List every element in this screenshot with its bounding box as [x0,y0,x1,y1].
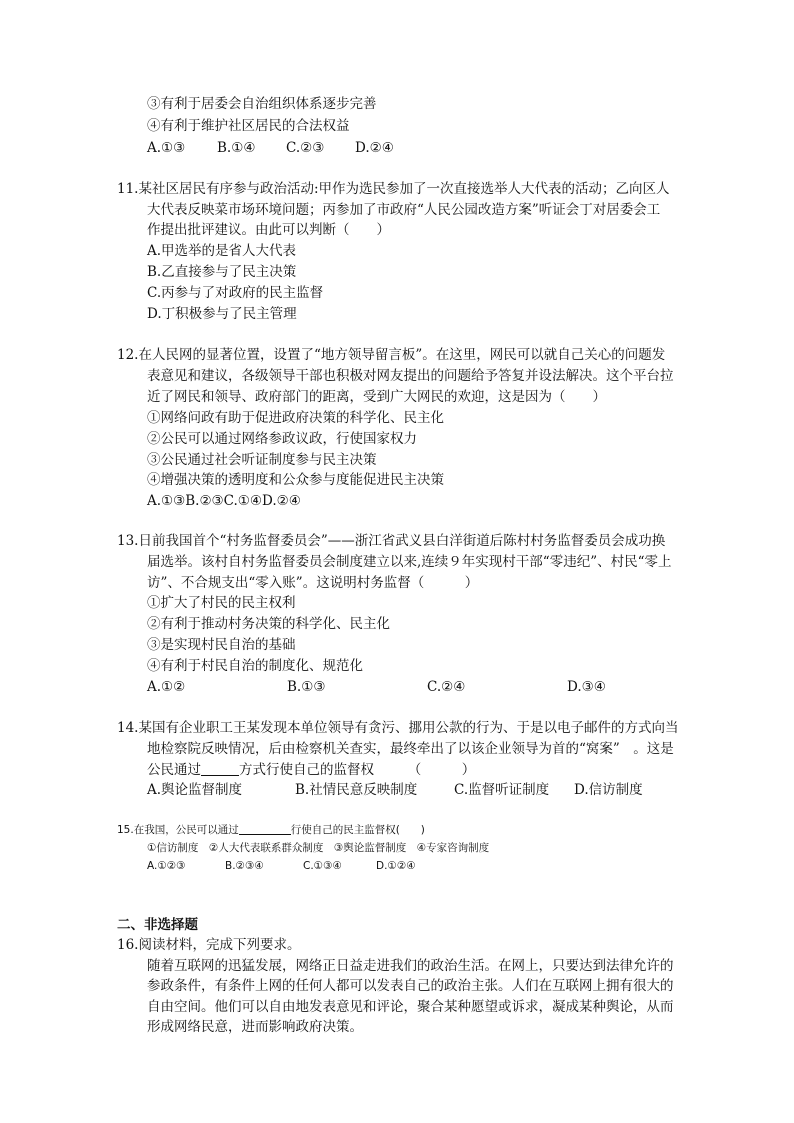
prev-option-c: C.②③ [286,140,325,156]
q12-statement-3: ③公民通过社会听证制度参与民主决策 [147,452,377,468]
prev-option-a: A.①③ [147,140,186,156]
q12-statement-4: ④增强决策的透明度和公众参与度能促进民主决策 [147,472,444,488]
prev-statement-4: ④有利于维护社区居民的合法权益 [147,118,350,134]
q14-stem-line-3-pre: 公民通过 [147,762,201,778]
q13-statement-2: ②有利于推动村务决策的科学化、民主化 [147,616,390,632]
q12-statement-2: ②公民可以通过网络参政议政，行使国家权力 [147,431,417,447]
q12-stem-line-2: 表意见和建议，各级领导干部也积极对网友提出的问题给予答复并设法解决。这个平台拉 [147,368,674,384]
q13-options [147,678,606,696]
q14-option-a: A.舆论监督制度 [147,782,243,798]
q11-option-c: C.丙参与了对政府的民主监督 [147,285,324,301]
q14-option-d: D.信访制度 [574,782,643,798]
q15-statements: ①信访制度 ②人大代表联系群众制度 ③舆论监督制度 ④专家咨询制度 [147,842,490,854]
q12-statement-1: ①网络问政有助于促进政府决策的科学化、民主化 [147,410,444,426]
q14-option-b: B.社情民意反映制度 [295,782,418,798]
prev-option-b: B.①④ [217,140,256,156]
q16-material-line-2: 参政条件，有条件上网的任何人都可以发表自己的政治主张。人们在互联网上拥有很大的 [147,978,674,994]
q13-option-a: A.①② [147,679,186,695]
q13-stem-line-2: 届选举。该村自村务监督委员会制度建立以来,连续９年实现村干部“零违纪”、村民“零上 [147,554,672,570]
q13-stem-line-1: 13.日前我国首个“村务监督委员会”——浙江省武义县白洋街道后陈村村务监督委员会成功换 [117,533,666,549]
q13-statement-4: ④有利于村民自治的制度化、规范化 [147,658,363,674]
q11-stem-line-2: 大代表反映菜市场环境问题；丙参加了市政府“人民公园改造方案”听证会丁对居委会工 [147,202,661,218]
section-2-title: 二、非选择题 [117,917,198,933]
prev-option-d: D.②④ [355,140,394,156]
q13-option-b: B.①③ [287,679,326,695]
q15-stem-post: 行使自己的民主监督权( ) [290,824,425,836]
q13-stem-line-3: 访”、不合规支出“零入账”。这说明村务监督（ ） [147,575,479,591]
q15-stem [117,821,425,839]
q11-option-a: A.甲选举的是省人大代表 [147,243,297,259]
q14-option-c: C.监督听证制度 [454,782,550,798]
q12-options: A.①③B.②③C.①④D.②④ [147,493,301,509]
q15-option-b: B.②③④ [225,860,264,872]
q12-stem-line-1: 12.在人民网的显著位置，设置了“地方领导留言板”。在这里，网民可以就自己关心的问题发 [117,347,666,363]
q13-option-c: C.②④ [427,679,466,695]
q16-stem: 16.阅读材料，完成下列要求。 [117,937,301,953]
q15-options [147,857,416,875]
q13-option-d: D.③④ [567,679,606,695]
q16-material-line-4: 形成网络民意，进而影响政府决策。 [147,1019,363,1035]
q11-option-b: B.乙直接参与了民主决策 [147,264,297,280]
q15-stem-pre: 15.在我国，公民可以通过 [117,824,239,836]
q14-stem-line-2: 地检察院反映情况，后由检察机关查实，最终牵出了以该企业领导为首的“窝案” 。这是 [147,741,674,757]
q16-material-line-1: 随着互联网的迅猛发展，网络正日益走进我们的政治生活。在网上，只要达到法律允许的 [147,958,674,974]
q14-blank [201,762,239,776]
q15-option-a: A.①②③ [147,860,186,872]
prev-options [147,139,394,157]
q13-statement-3: ③是实现村民自治的基础 [147,637,296,653]
q16-material-line-3: 自由空间。他们可以自由地发表意见和评论，聚合某种愿望或诉求，凝成某种舆论，从而 [147,999,674,1015]
q14-stem-line-1: 14.某国有企业职工王某发现本单位领导有贪污、挪用公款的行为、于是以电子邮件的方式向当 [117,720,679,736]
q14-options [147,781,643,799]
q14-stem-line-3-post: 方式行使自己的监督权 （ ） [239,762,476,778]
prev-statement-3: ③有利于居委会自治组织体系逐步完善 [147,96,377,112]
q11-option-d: D.丁积极参与了民主管理 [147,306,297,322]
q11-stem-line-3: 作提出批评建议。由此可以判断（ ） [147,222,390,238]
q12-stem-line-3: 近了网民和领导、政府部门的距离，受到广大网民的欢迎，这是因为（ ） [147,389,606,405]
q15-blank [239,824,291,835]
q13-statement-1: ①扩大了村民的民主权利 [147,595,296,611]
q11-stem-line-1: 11.某社区居民有序参与政治活动:甲作为选民参加了一次直接选举人大代表的活动；乙向区人 [117,181,670,197]
q14-stem-line-3 [147,761,475,779]
q15-option-c: C.①③④ [303,860,342,872]
q15-option-d: D.①②④ [376,860,416,872]
